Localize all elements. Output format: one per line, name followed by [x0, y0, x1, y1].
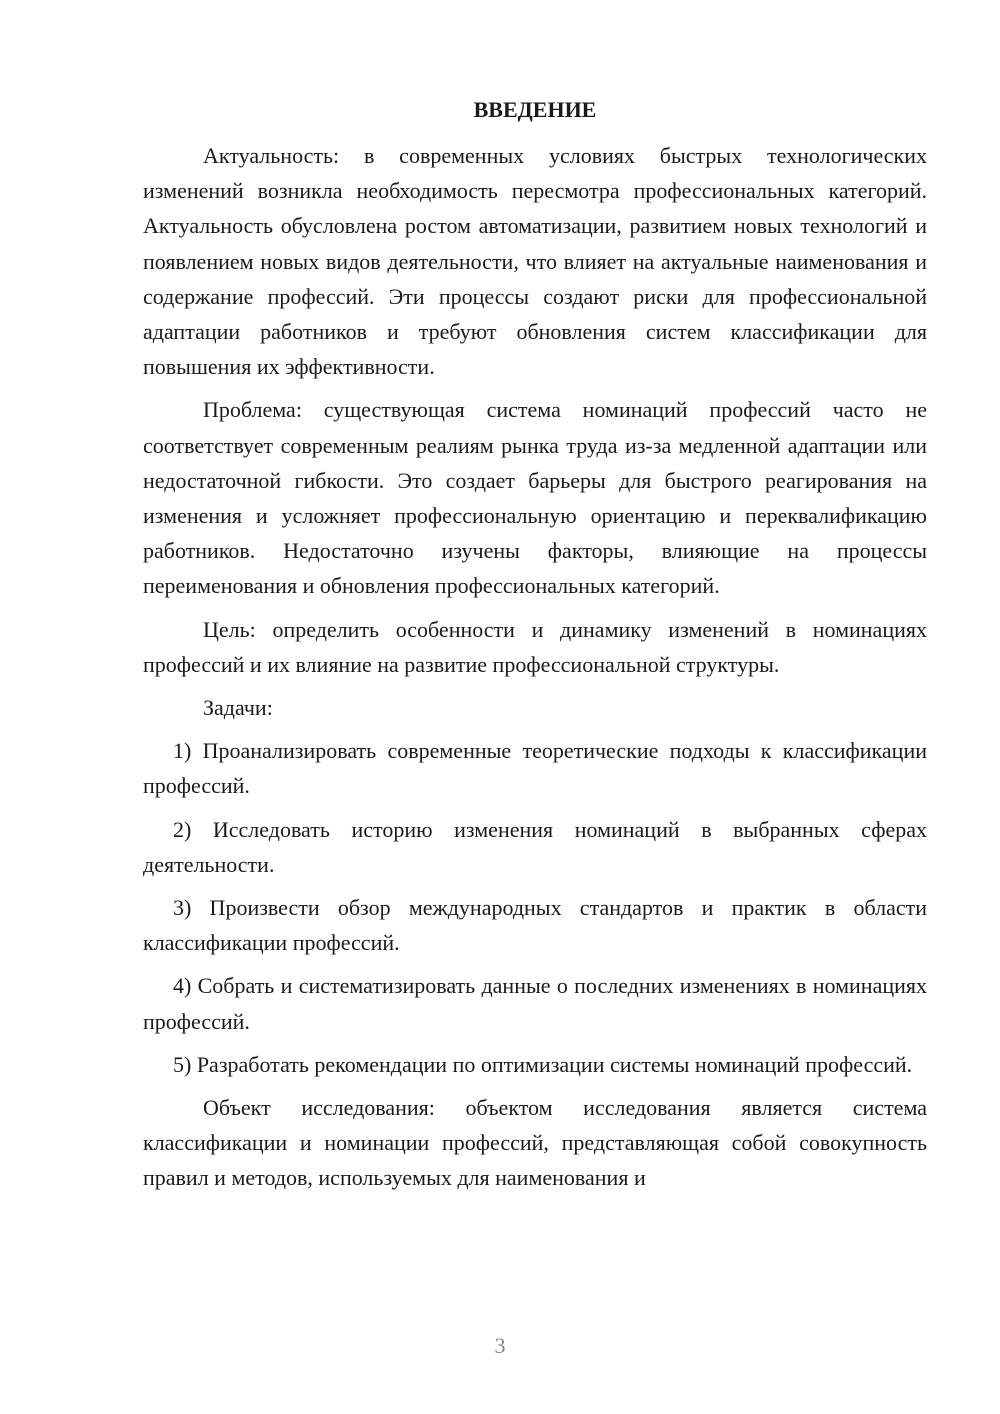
task-item-3: 3) Произвести обзор международных стандартов и практик в области классификации профессий. — [143, 895, 927, 956]
task-item-2: 2) Исследовать историю изменения номинаций в выбранных сферах деятельности. — [143, 816, 927, 877]
page-number: 3 — [494, 1333, 506, 1358]
relevance-paragraph: Актуальность: в современных условиях быстрых технологических изменений возникла необходимость пересмотра профессиональных категорий. Актуальность обусловлена ростом автоматизации, развитием новых технологий и появлением новых видов деятельности, что влияет на актуальные наименования и содержание профессий. Эти процессы создают риски для профессиональной адаптации работников и требуют обновления систем классификации для повышения их эффективности. — [143, 143, 927, 380]
task-item-4: 4) Собрать и систематизировать данные о последних изменениях в номинациях профессий. — [143, 973, 927, 1034]
problem-paragraph: Проблема: существующая система номинаций профессий часто не соответствует современным реалиям рынка труда из-за медленной адаптации или недостаточной гибкости. Это создает барьеры для быстрого реагирования на изменения и усложняет профессиональную ориентацию и переквалификацию работников. Недостаточно изучены факторы, влияющие на процессы переименования и обновления профессиональных категорий. — [143, 397, 927, 599]
task-item-5: 5) Разработать рекомендации по оптимизации системы номинаций профессий. — [173, 1051, 913, 1077]
document-page — [143, 94, 927, 1204]
task-item-1: 1) Проанализировать современные теоретические подходы к классификации профессий. — [143, 738, 927, 799]
section-heading: ВВЕДЕНИЕ — [473, 97, 597, 122]
tasks-label: Задачи: — [203, 695, 273, 721]
goal-paragraph: Цель: определить особенности и динамику изменений в номинациях профессий и их влияние на развитие профессиональной структуры. — [143, 616, 927, 677]
object-paragraph: Объект исследования: объектом исследования является система классификации и номинации профессий, представляющая собой совокупность правил и методов, используемых для наименования и — [143, 1095, 927, 1191]
